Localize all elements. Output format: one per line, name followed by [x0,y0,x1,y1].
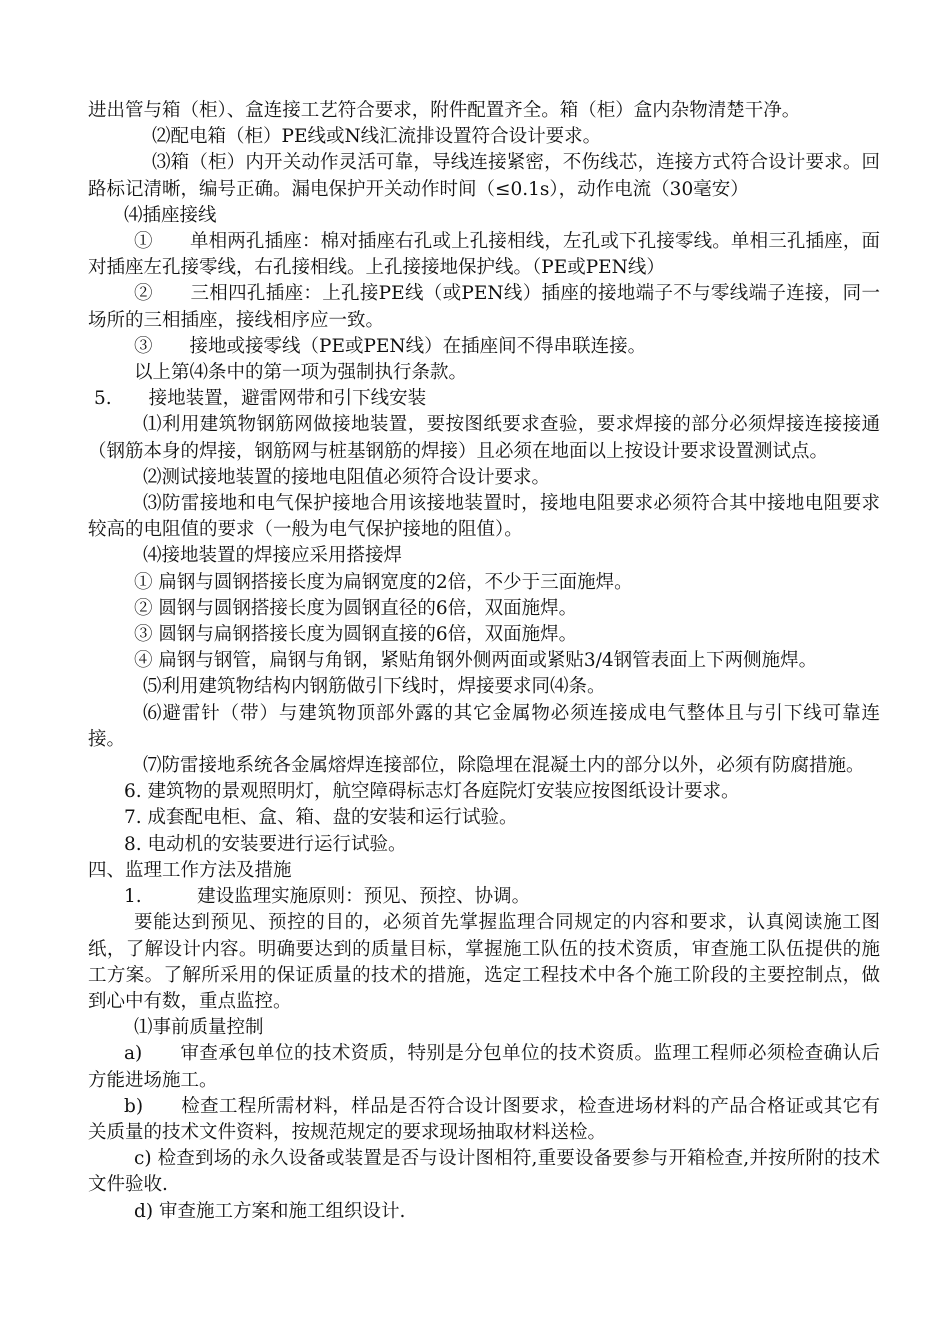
paragraph: 进出管与箱（柜）、盒连接工艺符合要求，附件配置齐全。箱（柜）盒内杂物清楚干净。 [88,100,801,121]
paragraph: 1. 建设监理实施原则：预见、预控、协调。 [124,886,531,908]
paragraph: ③ 接地或接零线（PE或PEN线）在插座间不得串联连接。 [134,335,647,357]
paragraph: ⑷插座接线 [124,204,217,226]
paragraph: ⑵配电箱（柜）PE线或N线汇流排设置符合设计要求。 [152,126,602,148]
paragraph: ⑸利用建筑物结构内钢筋做引下线时，焊接要求同⑷条。 [143,676,606,698]
list-item: d) 审查施工方案和施工组织设计. [134,1200,406,1222]
list-item: ① 扁钢与圆钢搭接长度为扁钢宽度的2倍，不少于三面施焊。 [134,571,633,593]
paragraph: ⑶防雷接地和电气保护接地合用该接地装置时，接地电阻要求必须符合其中接地电阻要求较高的电阻值的要求（一般为电气保护接地的阻值）。 [88,493,880,541]
paragraph: ① 单相两孔插座：棉对插座右孔或上孔接相线，左孔或下孔接零线。单相三孔插座，面对插座左孔接零线，右孔接相线。上孔接接地保护线。（PE或PEN线） [88,231,880,279]
list-item: 6. 建筑物的景观照明灯，航空障碍标志灯各庭院灯安装应按图纸设计要求。 [124,781,740,803]
paragraph: ⑵测试接地装置的接地电阻值必须符合设计要求。 [143,466,551,488]
paragraph: ⑺防雷接地系统各金属熔焊连接部位，除隐埋在混凝土内的部分以外，必须有防腐措施。 [143,755,865,777]
section-heading: 四、监理工作方法及措施 [88,859,292,881]
paragraph: ⑴利用建筑物钢筋网做接地装置，要按图纸要求查验，要求焊接的部分必须焊接连接接通（钢筋本身的焊接，钢筋网与桩基钢筋的焊接）且必须在地面以上按设计要求设置测试点。 [88,414,880,462]
list-item: 7. 成套配电柜、盒、箱、盘的安装和运行试验。 [124,807,518,829]
list-item: ③ 圆钢与扁钢搭接长度为圆钢直接的6倍，双面施焊。 [134,624,578,646]
paragraph: 以上第⑷条中的第一项为强制执行条款。 [134,362,468,384]
list-item: 8. 电动机的安装要进行运行试验。 [124,833,407,855]
list-item: ② 圆钢与圆钢搭接长度为圆钢直径的6倍，双面施焊。 [134,597,578,619]
section-heading: 5. 接地装置，避雷网带和引下线安装 [94,388,427,410]
paragraph: 要能达到预见、预控的目的，必须首先掌握监理合同规定的内容和要求，认真阅读施工图纸，了解设计内容。明确要达到的质量目标，掌握施工队伍的技术资质，审查施工队伍提供的施工方案。了解所采用的保证质量的技术的措施，选定工程技术中各个施工阶段的主要控制点，做到心中有数，重点监控。 [88,912,880,1012]
paragraph: ⑴事前质量控制 [134,1017,264,1039]
paragraph: ② 三相四孔插座：上孔接PE线（或PEN线）插座的接地端子不与零线端子连接，同一场所的三相插座，接线相序应一致。 [88,283,880,331]
document-body [88,98,880,1225]
list-item: a) 审查承包单位的技术资质，特别是分包单位的技术资质。监理工程师必须检查确认后方能进场施工。 [88,1043,880,1091]
paragraph: ⑶箱（柜）内开关动作灵活可靠，导线连接紧密，不伤线芯，连接方式符合设计要求。回路标记清晰，编号正确。漏电保护开关动作时间（≤0.1s），动作电流（30毫安） [88,152,880,200]
paragraph: ⑹避雷针（带）与建筑物顶部外露的其它金属物必须连接成电气整体且与引下线可靠连接。 [88,702,880,750]
list-item: b) 检查工程所需材料，样品是否符合设计图要求，检查进场材料的产品合格证或其它有关质量的技术文件资料，按规范规定的要求现场抽取材料送检。 [88,1095,880,1143]
paragraph: ⑷接地装置的焊接应采用搭接焊 [143,545,403,567]
list-item: c) 检查到场的永久设备或装置是否与设计图相符,重要设备要参与开箱检查,并按所附的技术文件验收. [88,1148,880,1196]
list-item: ④ 扁钢与钢管，扁钢与角钢，紧贴角钢外侧两面或紧贴3/4钢管表面上下两侧施焊。 [134,650,818,672]
